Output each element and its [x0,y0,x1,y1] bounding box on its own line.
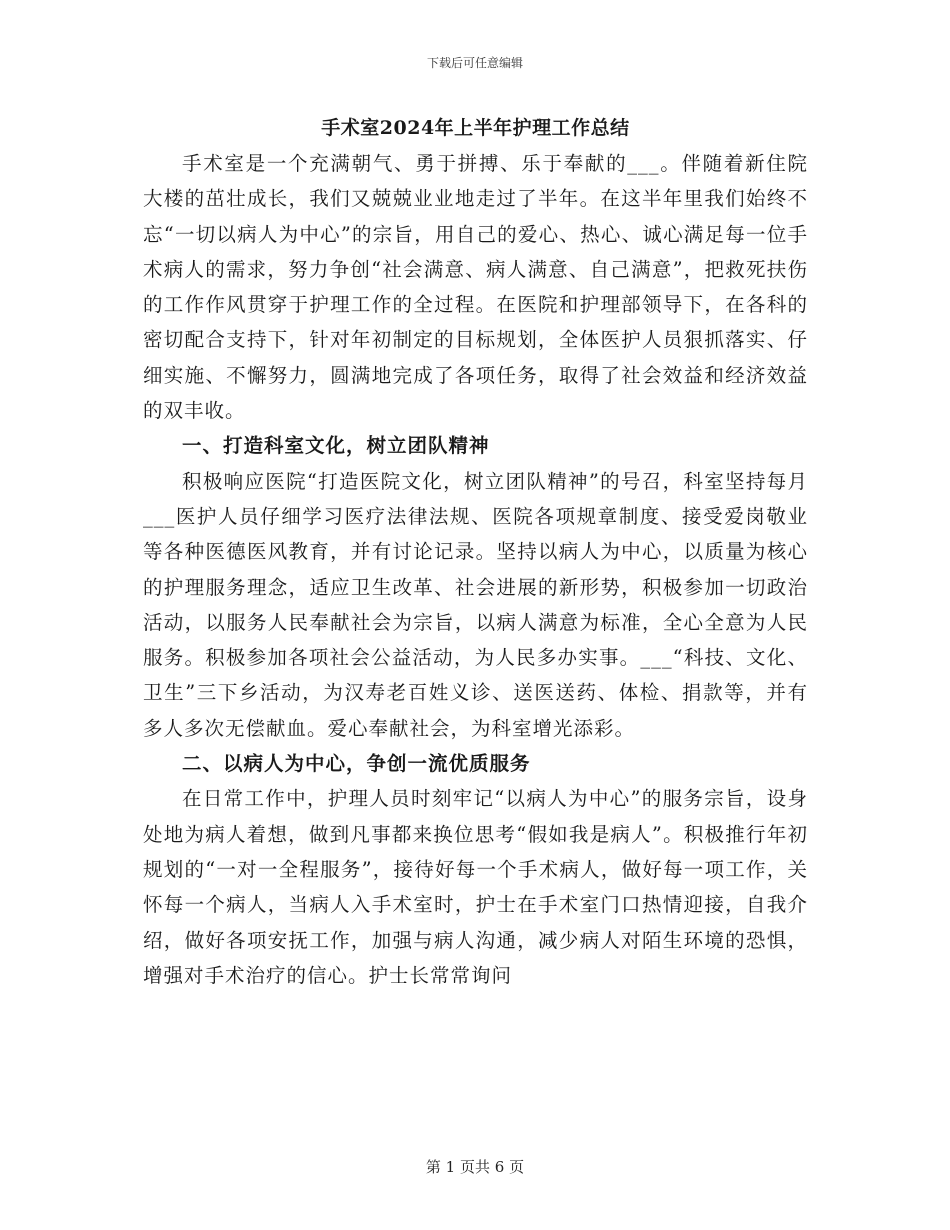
section-paragraph-1: 积极响应医院“打造医院文化，树立团队精神”的号召，科室坚持每月___医护人员仔细学习医疗法律法规、医院各项规章制度、接受爱岗敬业等各种医德医风教育，并有讨论记录。坚持以病人为中心，以质量为核心的护理服务理念，适应卫生改革、社会进展的新形势，积极参加一切政治活动，以服务人民奉献社会为宗旨，以病人满意为标准，全心全意为人民服务。积极参加各项社会公益活动，为人民多办实事。___“科技、文化、卫生”三下乡活动，为汉寿老百姓义诊、送医送药、体检、捐款等，并有多人多次无偿献血。爱心奉献社会，为科室增光添彩。 [143,469,808,740]
section-heading-2: 二、以病人为中心，争创一流优质服务 [182,752,531,776]
document-body [143,112,808,993]
intro-paragraph: 手术室是一个充满朝气、勇于拼搏、乐于奉献的___。伴随着新住院大楼的茁壮成长，我们又兢兢业业地走过了半年。在这半年里我们始终不忘“一切以病人为中心”的宗旨，用自己的爱心、热心、诚心满足每一位手术病人的需求，努力争创“社会满意、病人满意、自己满意”，把救死扶伤的工作作风贯穿于护理工作的全过程。在医院和护理部领导下，在各科的密切配合支持下，针对年初制定的目标规划，全体医护人员狠抓落实、仔细实施、不懈努力，圆满地完成了各项任务，取得了社会效益和经济效益的双丰收。 [143,152,808,423]
section-heading-1: 一、打造科室文化，树立团队精神 [182,434,490,458]
document-title: 手术室2024年上半年护理工作总结 [321,117,630,139]
section-paragraph-2: 在日常工作中，护理人员时刻牢记“以病人为中心”的服务宗旨，设身处地为病人着想，做到凡事都来换位思考“假如我是病人”。积极推行年初规划的“一对一全程服务”，接待好每一个手术病人，做好每一项工作，关怀每一个病人，当病人入手术室时，护士在手术室门口热情迎接，自我介绍，做好各项安抚工作，加强与病人沟通，减少病人对陌生环境的恐惧，增强对手术治疗的信心。护士长常常询问 [143,787,808,987]
page-number-footer: 第 1 页共 6 页 [425,1158,525,1176]
download-note: 下载后可任意编辑 [426,56,523,70]
